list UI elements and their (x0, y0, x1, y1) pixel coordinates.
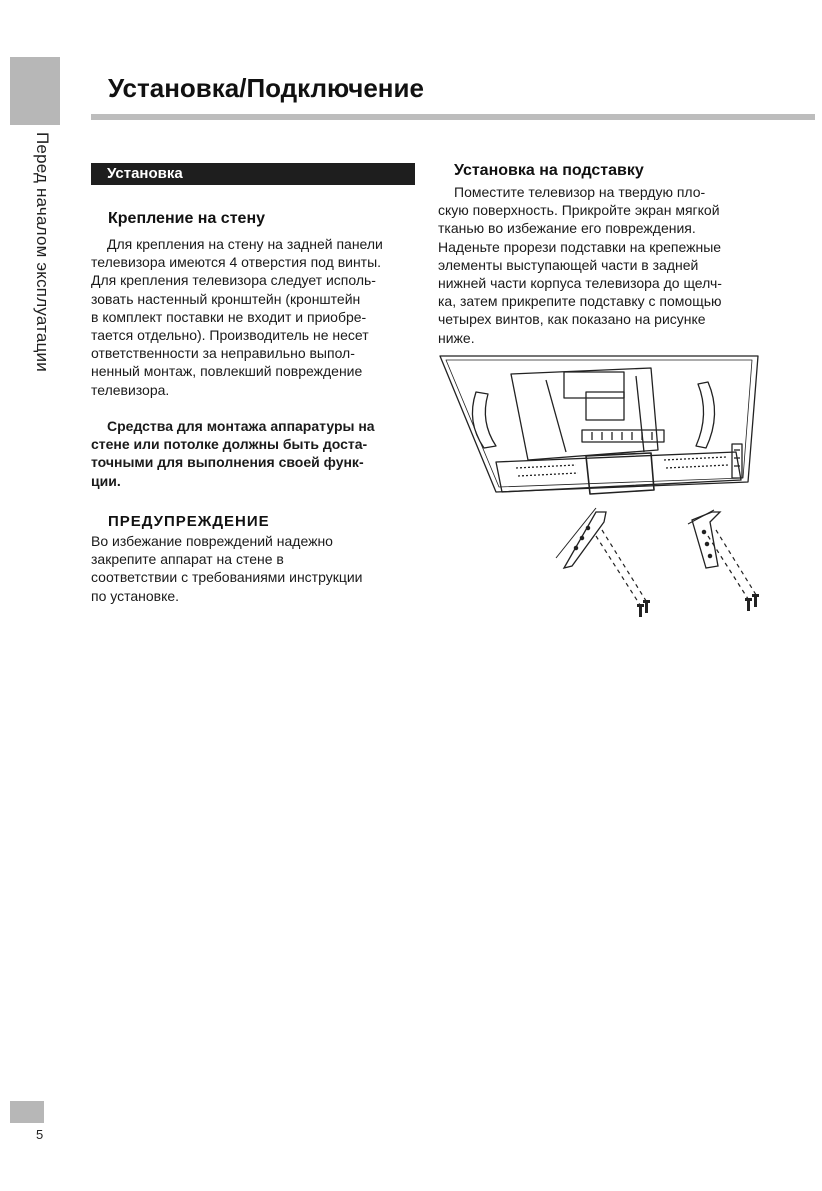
left-stand-leg (556, 508, 606, 568)
text-line: Средства для монтажа аппаратуры на (107, 418, 375, 434)
tv-back-inner-edge (446, 360, 752, 487)
text-line: стене или потолке должны быть доста- (91, 436, 368, 453)
tv-right-handle (696, 382, 715, 448)
tv-left-handle (472, 392, 496, 448)
text-line: четырех винтов, как показано на рисунке (438, 311, 706, 328)
text-line: точными для выполнения своей функ- (91, 454, 364, 471)
text-line: ции. (91, 472, 121, 489)
text-line: тканью во избежание его повреждения. (438, 220, 696, 237)
page-number-tab (10, 1101, 44, 1123)
tv-speaker-grille-left (516, 465, 576, 468)
tv-speaker-grille-right (664, 457, 726, 460)
text-line: скую поверхность. Прикройте экран мягкой (438, 202, 720, 219)
wall-mount-text (91, 235, 383, 399)
tv-rear-cabinet (511, 368, 658, 460)
text-line: ответственности за неправильно выпол- (91, 345, 355, 362)
text-line: Во избежание повреждений надежно (91, 533, 333, 549)
text-line: нижней части корпуса телевизора до щелч- (438, 275, 722, 292)
mounting-note (91, 417, 375, 490)
page-number: 5 (36, 1127, 44, 1142)
tv-back-outline (440, 356, 758, 492)
warning-heading: ПРЕДУПРЕЖДЕНИЕ (108, 513, 270, 530)
wall-mount-heading: Крепление на стену (108, 210, 265, 227)
section-header-label: Установка (107, 165, 183, 182)
tv-cabinet-rib (546, 380, 566, 452)
text-line: по установке. (91, 587, 180, 604)
side-tab-marker (10, 57, 60, 125)
right-stand-leg (688, 510, 720, 568)
text-line: телевизора. (91, 381, 170, 398)
text-line: ка, затем прикрепите подставку с помощью (438, 293, 722, 310)
text-line: ненный монтаж, повлекший повреждение (91, 363, 363, 380)
text-line: телевизора имеются 4 отверстия под винты. (91, 254, 382, 271)
text-line: элементы выступающей части в задней (438, 256, 699, 273)
text-line: Для крепления на стену на задней панели (107, 236, 383, 252)
text-line: закрепите аппарат на стене в (91, 551, 284, 568)
left-screw-guides (596, 530, 648, 608)
section-header-bar (91, 163, 415, 185)
tv-cabinet-rib (636, 376, 644, 452)
text-line: соответствии с требованиями инструкции (91, 569, 363, 586)
title-divider (91, 114, 815, 120)
stand-text (438, 183, 722, 347)
page-title: Установка/Подключение (108, 73, 424, 103)
text-line: ниже. (438, 329, 475, 346)
tv-vent-panel (564, 372, 624, 398)
text-line: Поместите телевизор на твердую пло- (454, 184, 706, 200)
text-line: в комплект поставки не входит и приобре- (91, 308, 367, 325)
tv-stand-installation-illustration (436, 352, 766, 622)
left-screws (637, 600, 650, 617)
text-line: Для крепления телевизора следует исполь- (91, 272, 376, 289)
text-line: зовать настенный кронштейн (кронштейн (91, 290, 361, 307)
text-line: тается отдельно). Производитель не несет (91, 327, 369, 344)
tv-label-plate (586, 392, 624, 420)
side-section-label: Перед началом эксплуатации (33, 132, 52, 372)
warning-text (91, 532, 363, 605)
stand-heading: Установка на подставку (454, 162, 644, 179)
text-line: Наденьте прорези подставки на крепежные (438, 238, 722, 255)
